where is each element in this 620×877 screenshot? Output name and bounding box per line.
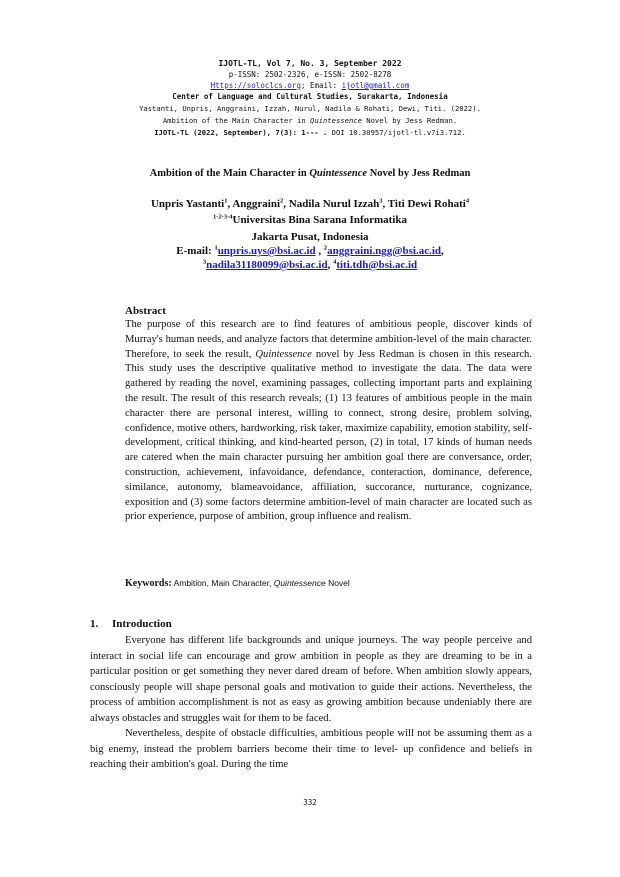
publisher-center: Center of Language and Cultural Studies, Surakarta, Indonesia: [172, 92, 448, 101]
email-label: Email:: [310, 81, 342, 90]
introduction-body: [90, 633, 532, 773]
abstract-heading: Abstract: [125, 305, 166, 317]
email-link[interactable]: unpris.uys@bsi.ac.id: [217, 245, 316, 257]
affiliation: $^{1-2-3-4}$Universitas Bina Sarana Informatika: [213, 213, 407, 226]
affiliation-city: Jakarta Pusat, Indonesia: [251, 231, 369, 243]
page-number: 332: [303, 798, 317, 807]
citation-line-2: Ambition of the Main Character in Quintessence Novel by Jess Redman.: [162, 116, 458, 125]
section-heading-introduction: [90, 618, 172, 630]
author-name: , Anggraini: [227, 198, 281, 210]
author-name: , Nadila Nurul Izzah: [283, 198, 380, 210]
email-link[interactable]: anggraini.ngg@bsi.ac.id: [327, 245, 441, 257]
author-emails: E-mail: $^1$unpris.uys@bsi.ac.id , $^2$anggraini.ngg@bsi.ac.id,: [176, 244, 444, 257]
doi: DOI 10.30957/ijotl-tl.v7i3.712.: [327, 128, 466, 137]
journal-header: IJOTL-TL, Vol 7, No. 3, September 2022: [218, 59, 402, 68]
author-name: Unpris Yastanti: [150, 198, 225, 210]
issn-line: p-ISSN: 2502-2326, e-ISSN: 2502-8278: [228, 70, 392, 79]
author-emails-cont: $^3$nadila31180099@bsi.ac.id, $^4$titi.tdh@bsi.ac.id: [202, 258, 418, 271]
keywords: [125, 578, 350, 589]
keywords-list: Ambition, Main Character, Quintessence Novel: [171, 578, 350, 588]
citation-line-3: IJOTL-TL (2022, September), 7(3): 1--- . DOI 10.30957/ijotl-tl.v7i3.712.: [154, 128, 466, 137]
paper-title: Ambition of the Main Character in Quintessence Novel by Jess Redman: [149, 168, 471, 179]
paragraph: Nevertheless, despite of obstacle difficulties, ambitious people will not be assuming them as a big enemy, instead the problem barriers become their time to level- up confidence and beliefs in reaching their ambition's goal. During the time: [90, 728, 532, 770]
section-title: Introduction: [112, 618, 172, 630]
author-list: Unpris Yastanti$^1$, Anggraini$^2$, Nadila Nurul Izzah$^3$, Titi Dewi Rohati$^4$: [150, 197, 470, 210]
keywords-label: Keywords:: [125, 578, 172, 589]
abstract-body: The purpose of this research are to find features of ambitious people, discover kinds of Murray's human needs, and analyze factors that determine ambition-level of the main character. Therefore, to seek the result, Quintessence novel by Jess Redman is chosen in this research. This study uses the descriptive qualitative method to investigate the data. The data were gathered by reading the novel, examining passages, collecting important parts and explaining the result. The result of this research reveals; (1) 13 features of ambitious people in the main character there are personal interest, willing to connect, strong desire, problem solving, confidence, motive others, hardworking, risk taker, maximize capability, emotion stability, self-development, critical thinking, and kind-hearted person, (2) in total, 17 kinds of human needs are catered when the main character pursuing her ambition goal there are conversance, order, construction, achievement, infavoidance, defendance, conteraction, dominance, deference, similance, autonomy, blameavoidance, affiliation, succorance, nurturance, cognizance, exposition and (3) some factors determine ambition-level of main character are located such as prior experience, purpose of ambition, group influence and realism.: [125, 319, 532, 523]
email-link[interactable]: nadila31180099@bsi.ac.id: [206, 259, 328, 271]
citation-line-1: Yastanti, Unpris, Anggraini, Izzah, Nurul, Nadila & Rohati, Dewi, Titi. (2022).: [139, 104, 481, 113]
author-name: , Titi Dewi Rohati: [382, 198, 466, 210]
section-number: 1.: [90, 618, 99, 630]
journal-email-link[interactable]: ijotl@gmail.com: [341, 81, 410, 90]
journal-links: Https://soloclcs.org; Email: ijotl@gmail.com: [210, 81, 410, 90]
paragraph: Everyone has different life backgrounds and unique journeys. The way people perceive and interact in social life can encourage and grow ambition in people as they are dreaming to be in a particular position or get something they never dared dream of before. When ambition slowly appears, consciously people will shape personal goals and motivation to guide their actions. Nevertheless, the process of ambition accomplishment is not as easy as growing ambition because undeniably there are always obstacles and struggles wait for them to be faced.: [90, 635, 532, 724]
journal-website-link[interactable]: Https://soloclcs.org: [210, 81, 301, 90]
email-link[interactable]: titi.tdh@bsi.ac.id: [336, 259, 418, 271]
